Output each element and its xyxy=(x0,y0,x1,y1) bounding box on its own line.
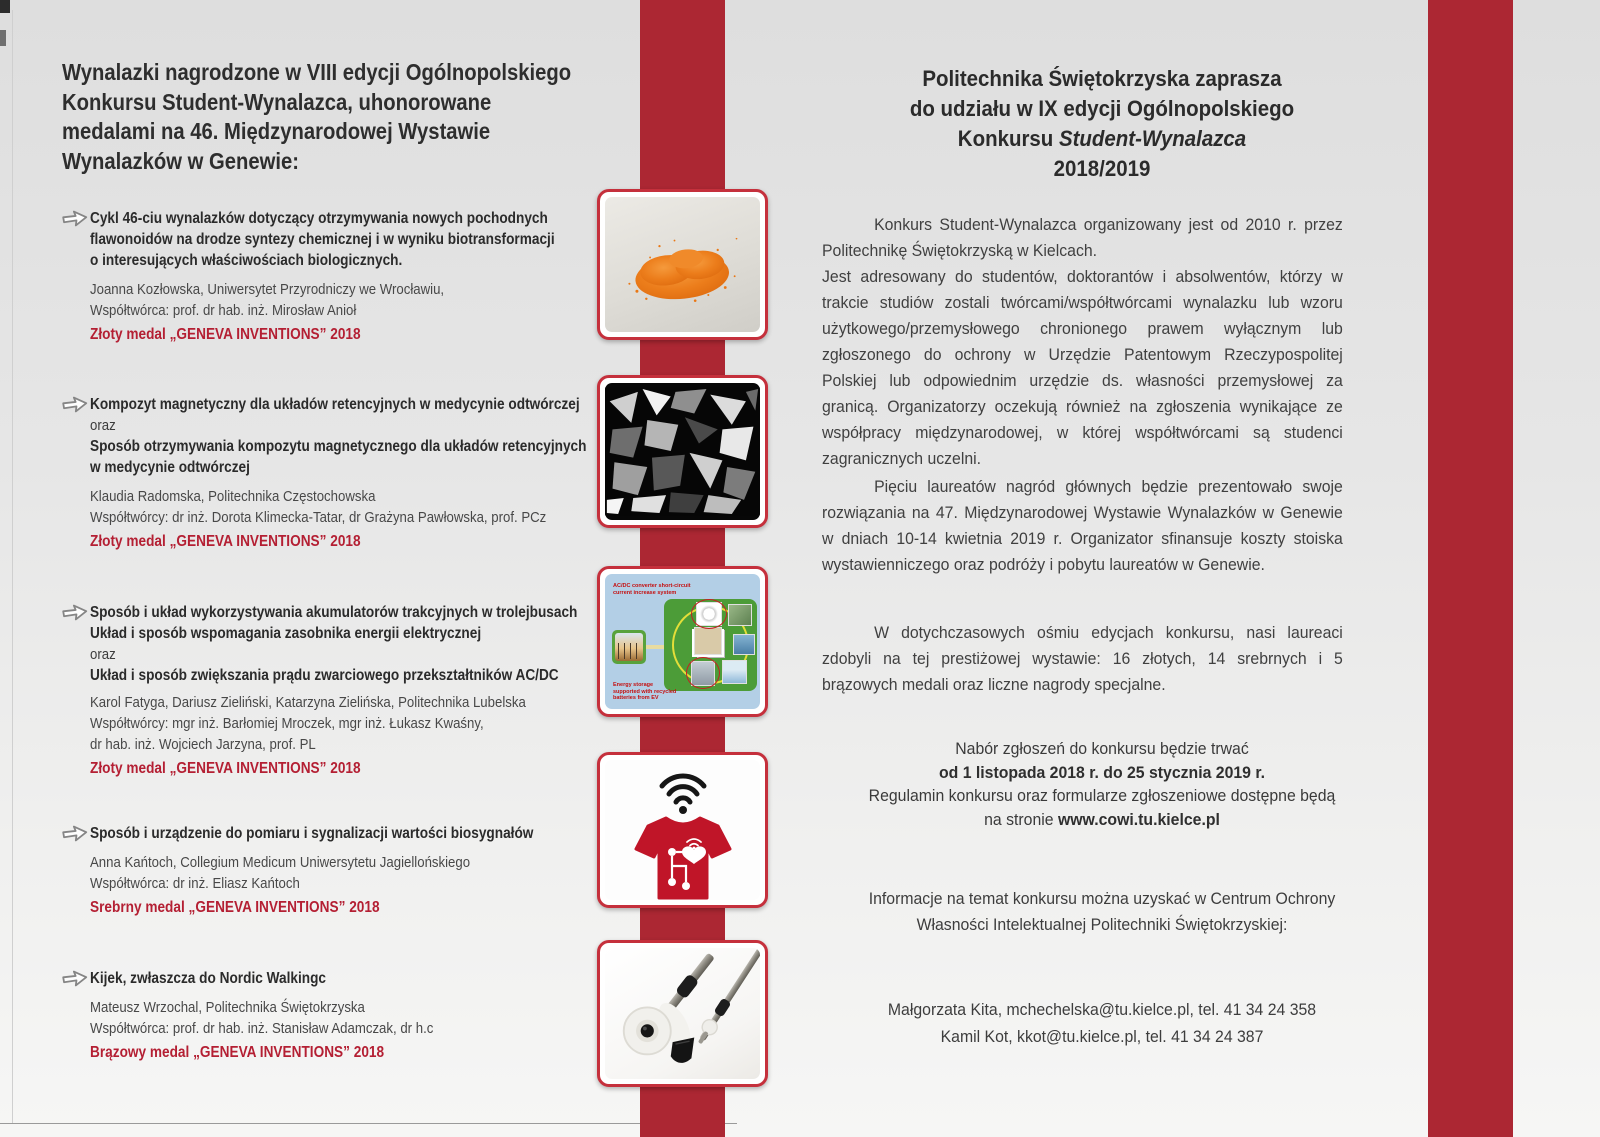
title-text: Konkursu xyxy=(957,126,1059,151)
left-page-title-line: medalami na 46. Międzynarodowej Wystawie xyxy=(62,118,491,144)
photo-frame-smart-tshirt xyxy=(597,752,768,908)
call-for-entries xyxy=(842,737,1363,831)
website-url: www.cowi.tu.kielce.pl xyxy=(1057,809,1220,829)
photo-frame-energy-diagram xyxy=(597,566,768,717)
paragraph-geneva: Pięciu laureatów nagród głównych będzie prezentowało swoje rozwiązania na 47. Międzynarodowej Wystawie Wynalazków w Genewie w dniach 10-14 kwietnia 2019 r. Organizator sfinansuje koszty stoiska wystawienniczego oraz podróży i pobytu laureatów w Genewie. xyxy=(822,477,1343,574)
invention-title: Układ i sposób wspomagania zasobnika energii elektrycznej xyxy=(90,625,482,642)
call-line: Regulamin konkursu oraz formularze zgłoszeniowe dostępne będą xyxy=(868,786,1336,805)
invention-entry xyxy=(62,823,594,919)
title-italic-text: Student-Wynalazca xyxy=(1058,126,1247,151)
invention-title: w medycynie odtwórczej xyxy=(90,459,250,476)
photo-frame-nordic-pole xyxy=(597,940,768,1087)
diagram-thumb-plant xyxy=(728,604,752,626)
diagram-thumb-clouds xyxy=(722,660,747,684)
invention-entry xyxy=(62,394,654,553)
diagram-red-highlight xyxy=(691,599,727,629)
invention-title: Cykl 46-ciu wynalazków dotyczący otrzymywania nowych pochodnych xyxy=(90,210,548,227)
page-edge-line xyxy=(12,10,13,1123)
flavonoid-powder-photo xyxy=(605,197,760,332)
right-red-band xyxy=(1428,0,1513,1137)
photo-frame-flavonoid-powder xyxy=(597,189,768,340)
smart-tshirt-graphic xyxy=(605,760,760,900)
invention-title: Sposób i układ wykorzystywania akumulatorów trakcyjnych w trolejbusach xyxy=(90,604,578,621)
arrow-right-icon xyxy=(61,603,88,627)
diagram-main-box xyxy=(664,599,757,691)
medal-label: Złoty medal „GENEVA INVENTIONS” 2018 xyxy=(90,533,361,550)
pole-tips-illustration xyxy=(605,948,760,1079)
inventor-line: Anna Kańtoch, Collegium Medicum Uniwersytetu Jagiellońskiego xyxy=(90,854,471,871)
invention-title: flawonoidów na drodze syntezy chemicznej i w wyniku biotransformacji xyxy=(90,231,555,248)
nordic-pole-photo xyxy=(605,948,760,1079)
connector-word: oraz xyxy=(90,646,116,663)
invention-entry xyxy=(62,602,644,780)
invention-title: Sposób otrzymywania kompozytu magnetycznego dla układów retencyjnych xyxy=(90,438,587,455)
diagram-thumb-stack xyxy=(694,627,722,655)
invention-title: Kompozyt magnetyczny dla układów retencyjnych w medycynie odtwórczej xyxy=(90,396,580,413)
arrow-right-icon xyxy=(61,395,88,419)
arrow-right-icon xyxy=(61,824,88,848)
medal-label: Złoty medal „GENEVA INVENTIONS” 2018 xyxy=(90,760,361,777)
connector-word: oraz xyxy=(90,417,116,434)
diagram-connector xyxy=(646,645,664,649)
medal-label: Srebrny medal „GENEVA INVENTIONS” 2018 xyxy=(90,899,380,916)
intro-paragraphs xyxy=(822,212,1343,472)
page-bottom-line xyxy=(0,1123,737,1124)
info-line: Własności Intelektualnej Politechniki Świętokrzyskiej: xyxy=(916,915,1288,934)
power-pylon-photo xyxy=(615,633,643,661)
inventor-line: Karol Fatyga, Dariusz Zieliński, Katarzyna Zielińska, Politechnika Lubelska xyxy=(90,694,526,711)
left-page-title-line: Konkursu Student-Wynalazca, uhonorowane xyxy=(62,88,492,115)
diagram-thumb-water xyxy=(733,634,755,655)
call-text: na stronie xyxy=(984,809,1058,829)
diagram-red-highlight xyxy=(686,657,720,689)
invention-entry xyxy=(62,208,618,346)
inventor-line: Współtwórca: prof. dr hab. inż. Mirosław Anioł xyxy=(90,302,357,319)
arrow-right-icon xyxy=(61,209,88,233)
inventor-line: Współtwórca: dr inż. Eliasz Kańtoch xyxy=(90,875,300,892)
info-block xyxy=(842,886,1363,938)
contacts-block xyxy=(842,996,1363,1050)
inventor-line: Współtwórca: prof. dr hab. inż. Stanisław Adamczak, dr h.c xyxy=(90,1020,434,1037)
energy-system-diagram xyxy=(605,574,760,709)
invention-title: o interesujących właściwościach biologicznych. xyxy=(90,252,403,269)
magnetic-composite-photo xyxy=(605,383,760,520)
paragraph: Konkurs Student-Wynalazca organizowany jest od 2010 r. przez Politechnikę Świętokrzyską w Kielcach. xyxy=(822,215,1343,260)
photo-frame-magnetic-composite xyxy=(597,375,768,528)
medal-label: Brązowy medal „GENEVA INVENTIONS” 2018 xyxy=(90,1044,385,1061)
call-dates: od 1 listopada 2018 r. do 25 stycznia 2019 r. xyxy=(938,762,1266,782)
diagram-bottom-label: Energy storage supported with recycled batteries from EV xyxy=(613,682,677,701)
tshirt-wifi-illustration xyxy=(605,760,760,900)
scan-corner-mark xyxy=(0,0,10,13)
contact-line: Małgorzata Kita, mchechelska@tu.kielce.pl, tel. 41 34 24 358 xyxy=(887,1000,1317,1019)
info-line: Informacje na temat konkursu można uzyskać w Centrum Ochrony xyxy=(868,889,1336,908)
arrow-right-icon xyxy=(61,969,88,993)
diagram-top-label: AC/DC converter short-circuit current increase system xyxy=(613,583,691,596)
invention-entry xyxy=(62,968,480,1064)
right-page-title-line: 2018/2019 xyxy=(1053,156,1151,181)
paragraph-medals: W dotychczasowych ośmiu edycjach konkursu, nasi laureaci zdobyli na tej prestiżowej wystawie: 16 złotych, 14 srebrnych i 5 brązowych medali oraz liczne nagrody specjalne. xyxy=(822,623,1343,694)
right-page-title-line: Politechnika Świętokrzyska zaprasza xyxy=(922,66,1282,91)
paragraph: Jest adresowany do studentów, doktorantów i absolwentów, którzy w trakcie studiów zostali twórcami/współtwórcami wynalazku lub wzoru użytkowego/przemysłowego chronionego prawem wyłącznym lub zgłoszonego do ochrony w Urzędzie Patentowym Rzeczypospolitej Polskiej lub odpowiednim urzędzie ds. własności przemysłowej za granicą. Organizatorzy oczekują również na zgłoszenia wynikające ze współpracy międzynarodowej, w której współtwórcami są studenci zagranicznych uczelni. xyxy=(822,267,1343,468)
medal-label: Złoty medal „GENEVA INVENTIONS” 2018 xyxy=(90,326,361,343)
inventor-line: Mateusz Wrzochal, Politechnika Świętokrzyska xyxy=(90,999,365,1016)
inventor-line: Klaudia Radomska, Politechnika Częstochowska xyxy=(90,488,376,505)
contact-line: Kamil Kot, kkot@tu.kielce.pl, tel. 41 34 24 387 xyxy=(940,1027,1264,1046)
left-page-title-line: Wynalazki nagrodzone w VIII edycji Ogólnopolskiego xyxy=(62,59,572,85)
right-page-title xyxy=(842,64,1363,184)
inventor-line: Joanna Kozłowska, Uniwersytet Przyrodniczy we Wrocławiu, xyxy=(90,281,445,298)
call-line xyxy=(842,808,1363,832)
inventor-line: dr hab. inż. Wojciech Jarzyna, prof. PL xyxy=(90,736,316,753)
invention-title: Układ i sposób zwiększania prądu zwarciowego przekształtników AC/DC xyxy=(90,667,559,684)
invention-title: Sposób i urządzenie do pomiaru i sygnalizacji wartości biosygnałów xyxy=(90,825,534,842)
left-page-title-line: Wynalazków w Genewie: xyxy=(62,147,299,174)
diagram-grid-box xyxy=(612,630,646,664)
left-page-title xyxy=(62,58,571,176)
powder-illustration xyxy=(605,197,760,332)
scan-corner-mark xyxy=(0,30,6,46)
call-line: Nabór zgłoszeń do konkursu będzie trwać xyxy=(955,739,1249,758)
right-page-title-line xyxy=(842,124,1363,154)
metal-shards-illustration xyxy=(605,383,760,520)
inventor-line: Współtwórcy: mgr inż. Barłomiej Mroczek, mgr inż. Łukasz Kwaśny, xyxy=(90,715,484,732)
invention-title: Kijek, zwłaszcza do Nordic Walkingc xyxy=(90,970,326,987)
inventor-line: Współtwórcy: dr inż. Dorota Klimecka-Tatar, dr Grażyna Pawłowska, prof. PCz xyxy=(90,509,547,526)
right-page-title-line: do udziału w IX edycji Ogólnopolskiego xyxy=(909,96,1295,121)
